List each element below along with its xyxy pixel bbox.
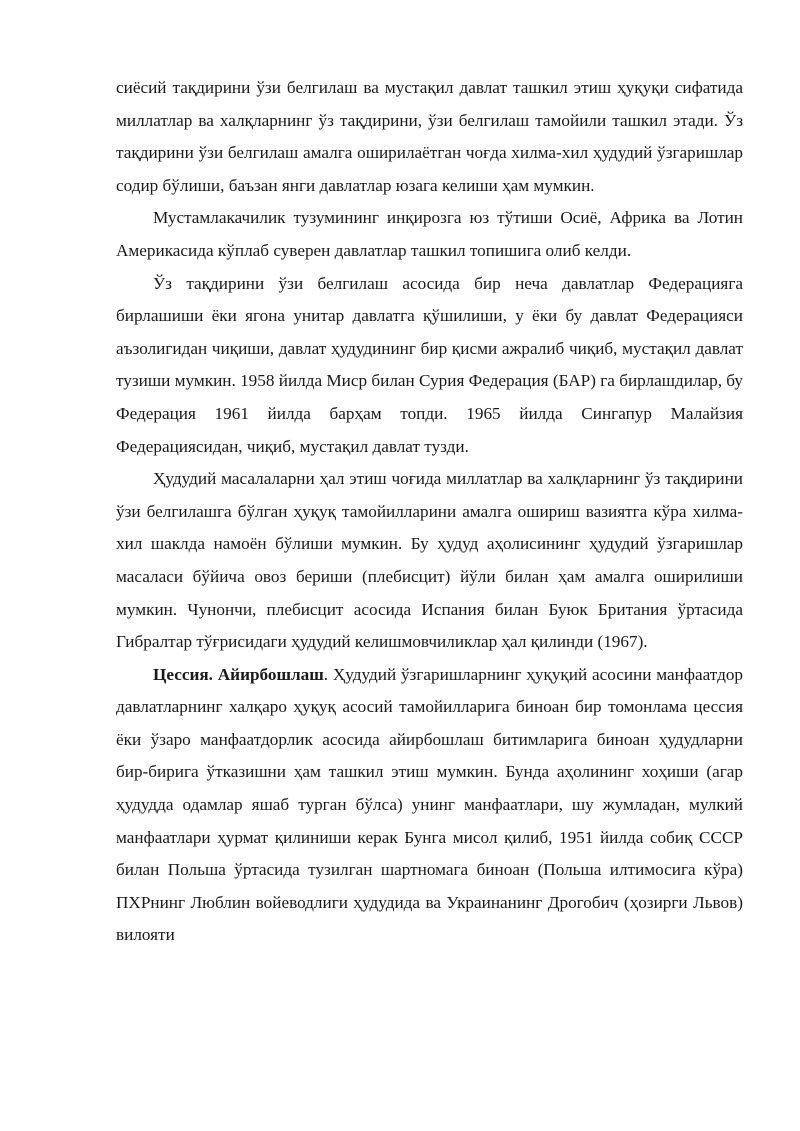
paragraph-5-body: . Ҳудудий ўзгаришларнинг ҳуқуқий асосини манфаатдор давлатларнинг халқаро ҳуқуқ асосий тамойилларига биноан бир томонлама цессия ёки ўзаро манфаатдорлик асосида айирбошлаш битимларига биноан ҳудудларни бир-бирига ўтказишни ҳам ташкил этиш мумкин. Бунда аҳолининг хоҳиши (агар ҳудудда одамлар яшаб турган бўлса) унинг манфаатлари, шу жумладан, мулкий манфаатлари ҳурмат қилиниши керак Бунга мисол қилиб, 1951 йилда собиқ СССР билан Польша ўртасида тузилган шартномага биноан (Польша илтимосига кўра) ПХРнинг Люблин войеводлиги ҳудудида ва Украинанинг Дрогобич (ҳозирги Львов) вилояти	[116, 664, 744, 945]
paragraph-2: Мустамлакачилик тузумининг инқирозга юз тўтиши Осиё, Африка ва Лотин Америкасида кўплаб суверен давлатлар ташкил топишига олиб келди.	[116, 208, 743, 260]
paragraph-3: Ўз тақдирини ўзи белгилаш асосида бир неча давлатлар Федерацияга бирлашиши ёки ягона унитар давлатга қўшилиши, у ёки бу давлат Федерацияси аъзолигидан чиқиши, давлат ҳудудининг бир қисми ажралиб чиқиб, мустақил давлат тузиши мумкин. 1958 йилда Миср билан Сурия Федерация (БАР) га бирлашдилар, бу Федерация 1961 йилда барҳам топди. 1965 йилда Сингапур Малайзия Федерациясидан, чиқиб, мустақил давлат тузди.	[116, 273, 743, 456]
section-heading-cession: Цессия. Айирбошлаш	[153, 664, 324, 684]
paragraph-1: сиёсий тақдирини ўзи белгилаш ва мустақил давлат ташкил этиш ҳуқуқи сифатида миллатлар ва халқларнинг ўз тақдирини, ўзи белгилаш тамойили ташкил этади. Ўз тақдирини ўзи белгилаш амалга оширилаётган чоғда хилма-хил ҳудудий ўзгаришлар содир бўлиши, баъзан янги давлатлар юзага келиши ҳам мумкин.	[116, 78, 743, 195]
paragraph-5	[116, 659, 743, 952]
paragraph-4: Ҳудудий масалаларни ҳал этиш чоғида миллатлар ва халқларнинг ўз тақдирини ўзи белгилашга бўлган ҳуқуқ тамойилларини амалга ошириш вазиятга кўра хилма-хил шаклда намоён бўлиши мумкин. Бу ҳудуд аҳолисининг ҳудудий ўзгаришлар масаласи бўйича овоз бериши (плебисцит) йўли билан ҳам амалга оширилиши мумкин. Чунончи, плебисцит асосида Испания билан Буюк Британия ўртасида Гибралтар тўғрисидаги ҳудудий келишмовчиликлар ҳал қилинди (1967).	[116, 469, 743, 652]
document-body	[116, 72, 743, 952]
